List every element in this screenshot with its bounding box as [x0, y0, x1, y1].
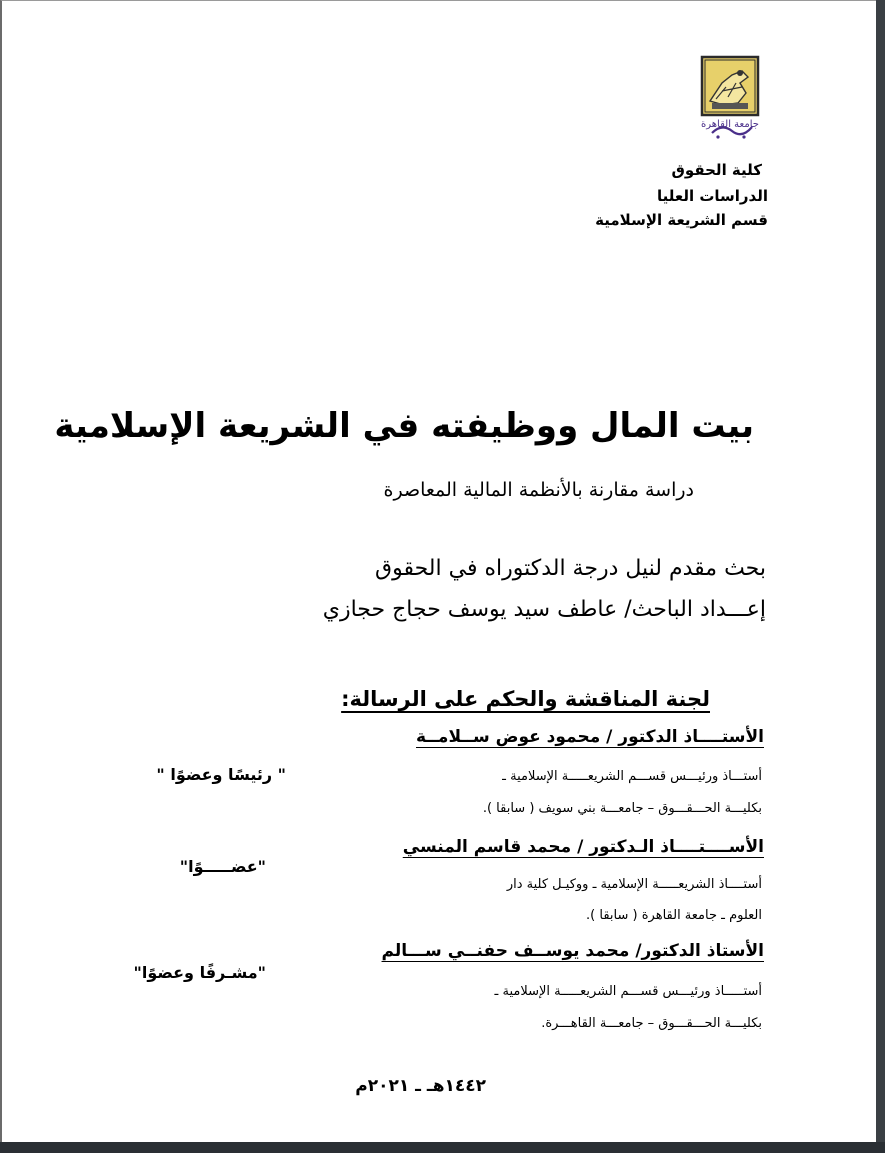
department-name: قسم الشريعة الإسلامية: [595, 211, 768, 229]
committee-member-1-role: " رئيسًا وعضوًا ": [156, 765, 286, 784]
committee-member-2-desc-2: العلوم ـ جامعة القاهرة ( سابقا ).: [586, 908, 762, 923]
committee-member-3-role: "مشـرفًا وعضوًا": [133, 963, 266, 982]
committee-heading: لجنة المناقشة والحكم على الرسالة:: [341, 687, 710, 711]
logo-emblem-icon: [692, 53, 768, 145]
viewer-bottom-edge: [0, 1142, 885, 1153]
graduate-studies: الدراسات العليا: [656, 187, 768, 205]
thesis-title: بيت المال ووظيفته في الشريعة الإسلامية: [54, 406, 754, 446]
thesis-date: ١٤٤٢هـ ـ ٢٠٢١م: [355, 1076, 486, 1096]
viewer-scrollbar-edge: [876, 0, 885, 1153]
researcher-line: إعـــداد الباحث/ عاطف سيد يوسف حجاج حجازي: [322, 597, 766, 622]
committee-member-3-name: الأستاذ الدكتور/ محمد يوســف حفنــي ســـالم: [381, 941, 764, 961]
committee-member-3-desc-2: بكليـــة الحـــقـــوق – جامعـــة القاهـــرة.: [541, 1016, 762, 1031]
committee-member-3-desc-1: أستـــــاذ ورئيـــس قســـم الشريعـــــة الإسلامية ـ: [494, 984, 762, 999]
logo-caption: جامعة القاهرة: [701, 119, 759, 130]
thesis-subtitle: دراسة مقارنة بالأنظمة المالية المعاصرة: [383, 479, 694, 501]
committee-member-1-desc-2: بكليـــة الحـــقـــوق – جامعـــة بني سويف ( سابقا ).: [482, 801, 762, 816]
degree-statement: بحث مقدم لنيل درجة الدكتوراه في الحقوق: [375, 556, 766, 581]
university-logo: [692, 53, 768, 145]
committee-member-2-name: الأســــتــــاذ الـدكتور / محمد قاسم المنسي: [402, 837, 764, 857]
faculty-name: كلية الحقوق: [671, 161, 762, 179]
committee-member-2-desc-1: أستــــاذ الشريعـــــة الإسلامية ـ ووكيـل كلية دار: [506, 877, 762, 892]
committee-member-1-name: الأستــــاذ الدكتور / محمود عوض ســلامــة: [416, 727, 764, 747]
committee-member-2-role: "عضـــــوًا": [179, 857, 266, 876]
committee-member-1-desc-1: أستـــاذ ورئيـــس قســـم الشريعـــــة الإسلامية ـ: [502, 769, 762, 784]
